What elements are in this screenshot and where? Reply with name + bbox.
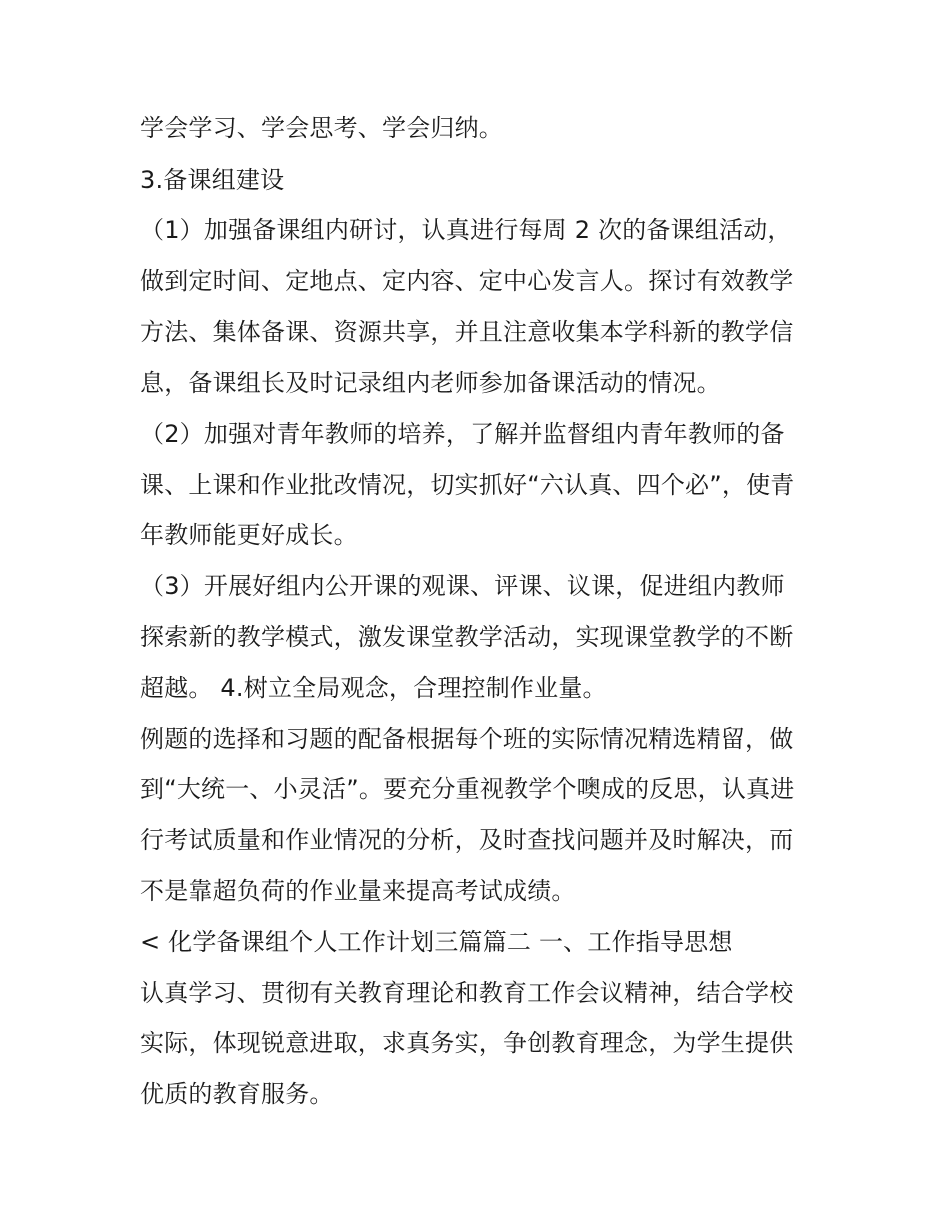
text-line: 息，备课组长及时记录组内老师参加备课活动的情况。 [140,369,721,397]
text-line: （3）开展好组内公开课的观课、评课、议课，促进组内教师 [140,572,785,600]
text-line: 课、上课和作业批改情况，切实抓好“六认真、四个必”，使青 [140,471,795,499]
section-heading: < 化学备课组个人工作计划三篇篇二 一、工作指导思想 [140,928,733,956]
text-line: 探索新的教学模式，激发课堂教学活动，实现课堂教学的不断 [140,623,794,651]
section-heading: 3.备课组建设 [140,166,285,194]
text-line: 方法、集体备课、资源共享，并且注意收集本学科新的教学信 [140,318,794,346]
text-line: 超越。 4.树立全局观念，合理控制作业量。 [140,674,607,702]
text-line: 优质的教育服务。 [140,1080,334,1108]
text-line: 做到定时间、定地点、定内容、定中心发言人。探讨有效教学 [140,267,794,295]
text-line: （2）加强对青年教师的培养，了解并监督组内青年教师的备 [140,420,785,448]
text-line: 学会学习、学会思考、学会归纳。 [140,114,503,142]
text-line: 年教师能更好成长。 [140,521,358,549]
text-line: 到“大统一、小灵活”。要充分重视教学个噢成的反思，认真进 [140,775,795,803]
text-line: （1）加强备课组内研讨，认真进行每周 2 次的备课组活动， [140,216,792,244]
text-line: 认真学习、贯彻有关教育理论和教育工作会议精神，结合学校 [140,979,794,1007]
text-line: 例题的选择和习题的配备根据每个班的实际情况精选精留，做 [140,725,794,753]
text-line: 实际，体现锐意进取，求真务实，争创教育理念，为学生提供 [140,1029,794,1057]
text-line: 行考试质量和作业情况的分析，及时查找问题并及时解决，而 [140,826,794,854]
text-line: 不是靠超负荷的作业量来提高考试成绩。 [140,877,576,905]
